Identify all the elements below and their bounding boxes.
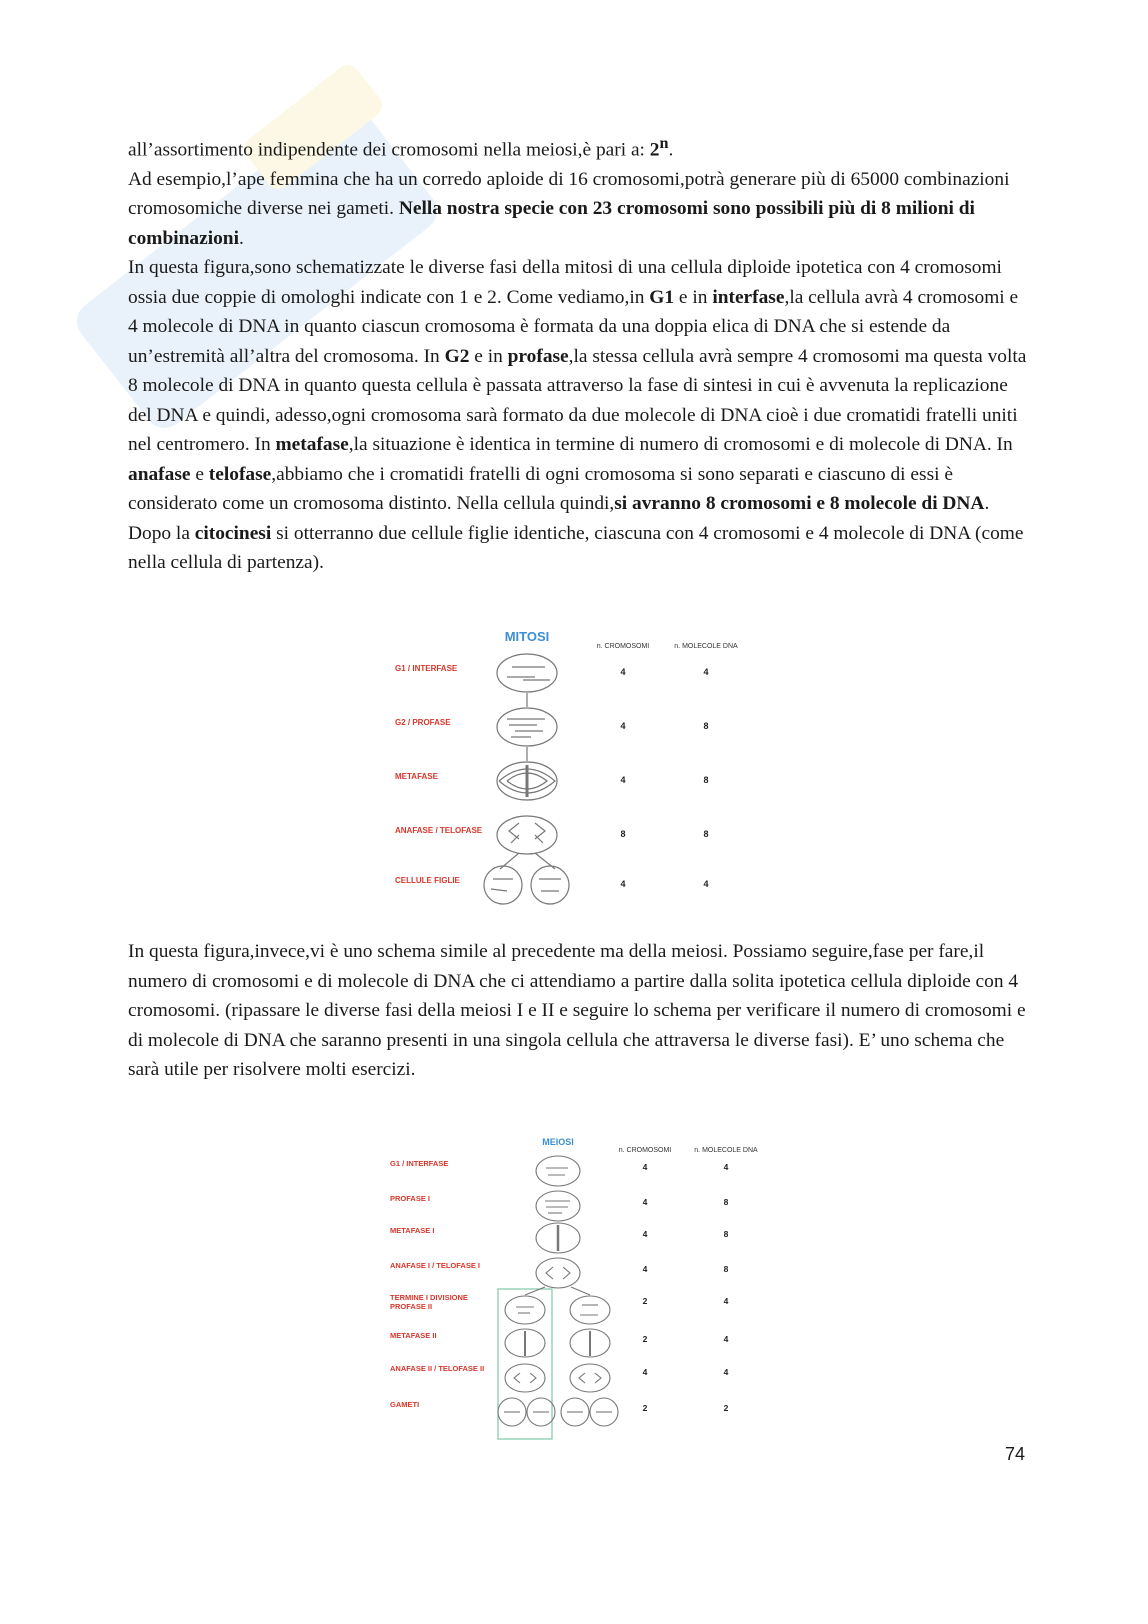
meiosis-title: MEIOSI [542,1137,574,1147]
mitosis-cromosomi-value: 4 [620,775,626,785]
meiosis-cromosomi-value: 4 [642,1162,648,1172]
bold-text-run: Nella nostra specie con 23 cromosomi sono possibili più di 8 milioni di combinazioni [128,198,975,249]
mitosis-col-cromosomi: n. CROMOSOMI [596,643,650,650]
meiosis-phase-label: TERMINE I DIVISIONE [390,1293,468,1302]
mitosis-phase-label: ANAFASE / TELOFASE [395,826,483,835]
text-run: e in [674,286,713,308]
mitosis-cromosomi-value: 4 [620,721,626,731]
meiosis-phase-label: PROFASE I [390,1194,431,1203]
mitosis-cromosomi-value: 4 [620,879,626,889]
text-run: ,la cellula avrà 4 cromosomi e 4 molecole di DNA in quanto ciascun cromosoma è formata da una doppia elica di DNA che si estende da un’estremità all’altra del cromosoma. In [128,286,1019,367]
mitosis-cromosomi-value: 8 [620,829,626,839]
meiosis-dna-value: 4 [723,1296,729,1306]
meiosis-col-dna: n. MOLECOLE DNA [694,1147,758,1154]
meiosis-dna-value: 4 [723,1367,729,1377]
text-run: In questa figura,sono schematizzate le diverse fasi della mitosi di una cellula diploide ipotetica con 4 cromosomi ossia due coppie di omologhi indicate con 1 e 2. Come vediamo,in [128,257,1002,308]
bold-text-run: G1 [649,286,675,308]
meiosis-dna-value: 8 [723,1264,729,1274]
text-run: Ad esempio,l’ape femmina che ha un corredo aploide di 16 cromosomi,potrà generare più di 65000 combinazioni cromosomiche diverse nei gameti. [128,168,1010,220]
meiosis-cells [498,1156,618,1426]
text-run: si otterranno due cellule figlie identiche, ciascuna con 4 cromosomi e 4 molecole di DNA (come nella cellula di partenza). [128,522,1024,574]
mitosis-dna-value: 8 [703,721,709,731]
text-run: ,la situazione è identica in termine di numero di cromosomi e di molecole di DNA. In [348,434,1013,456]
meiosis-cromosomi-value: 2 [642,1296,648,1306]
meiosis-cromosomi-value: 4 [642,1264,648,1274]
meiosis-phase-label: ANAFASE I / TELOFASE I [390,1261,481,1270]
mitosis-phase-label: G1 / INTERFASE [395,664,458,673]
mitosis-dna-value: 8 [703,829,709,839]
mitosis-phase-label: CELLULE FIGLIE [395,876,460,885]
meiosis-phase-label-2: PROFASE II [390,1302,433,1311]
mitosis-col-dna: n. MOLECOLE DNA [674,643,738,650]
meiosis-dna-value: 8 [723,1197,729,1207]
bold-text-run: metafase [275,434,349,456]
meiosis-phase-label: ANAFASE II / TELOFASE II [390,1364,485,1373]
page-number: 74 [1005,1444,1026,1464]
text-run: . [668,139,674,161]
bold-text-run: profase [507,345,569,367]
mitosis-phase-label: G2 / PROFASE [395,718,451,727]
meiosis-phase-label: G1 / INTERFASE [390,1159,449,1168]
meiosis-dna-value: 4 [723,1334,729,1344]
meiosis-phase-label: METAFASE I [390,1226,435,1235]
mitosis-dna-value: 8 [703,775,709,785]
text-run: . [238,227,244,249]
meiosis-diagram [390,1135,800,1445]
text-run: e [190,463,209,485]
mitosis-phase-label: METAFASE [395,772,438,781]
body-paragraph-1 [128,129,1028,578]
bold-text-run: 2 [649,139,660,161]
bold-text-run: telofase [208,463,272,485]
text-run: e in [469,345,508,367]
mitosis-diagram [395,625,775,920]
mitosis-dna-value: 4 [703,667,709,677]
meiosis-cromosomi-value: 2 [642,1403,648,1413]
text-run: . Dopo la [128,493,990,544]
paragraph-meiosis-text: In questa figura,invece,vi è uno schema simile al precedente ma della meiosi. Possiamo seguire,fase per fare,il numero di cromosomi e di molecole di DNA che ci attendiamo a partire dalla solita ipotetica cellula diploide con 4 cromosomi. (ripassare le diverse fasi della meiosi I e II e seguire lo schema per verificare il numero di cromosomi e di molecole di DNA che saranno presenti in una singola cellula che attraversa le diverse fasi). E’ uno schema che sarà utile per risolvere molti esercizi. [128,941,1026,1080]
bold-text-run: G2 [444,345,470,367]
bold-text-run: si avranno 8 cromosomi e 8 molecole di DNA [614,493,985,515]
mitosis-cromosomi-value: 4 [620,667,626,677]
meiosis-dna-value: 4 [723,1162,729,1172]
body-paragraph-2 [128,937,1028,1085]
meiosis-cromosomi-value: 4 [642,1229,648,1239]
bold-text-run: anafase [128,463,191,485]
meiosis-col-cromosomi: n. CROMOSOMI [618,1147,672,1154]
text-run: ,abbiamo che i cromatidi fratelli di ogni cromosoma si sono separati e ciascuno di essi è considerato come un cromosoma distinto. Nella cellula quindi, [128,463,953,515]
meiosis-cromosomi-value: 4 [642,1367,648,1377]
bold-text-run: citocinesi [194,522,272,544]
meiosis-phase-label: METAFASE II [390,1331,437,1340]
meiosis-cromosomi-value: 4 [642,1197,648,1207]
paragraph-mitosis-text [128,129,1028,578]
text-run: ,la stessa cellula avrà sempre 4 cromosomi ma questa volta 8 molecole di DNA in quanto questa cellula è passata attraverso la fase di sintesi in cui è avvenuta la replicazione del DNA e quindi, adesso,ogni cromosoma sarà formato da due molecole di DNA cioè i due cromatidi fratelli uniti nel centromero. In [128,345,1027,456]
meiosis-cromosomi-value: 2 [642,1334,648,1344]
mitosis-title: MITOSI [504,629,550,644]
bold-text-run: n [659,135,669,152]
meiosis-phase-label: GAMETI [390,1400,420,1409]
mitosis-dna-value: 4 [703,879,709,889]
mitosis-cells [484,654,569,904]
meiosis-dna-value: 8 [723,1229,729,1239]
text-run: all’assortimento indipendente dei cromosomi nella meiosi,è pari a: [128,139,650,161]
meiosis-dna-value: 2 [723,1403,729,1413]
bold-text-run: interfase [712,286,785,308]
